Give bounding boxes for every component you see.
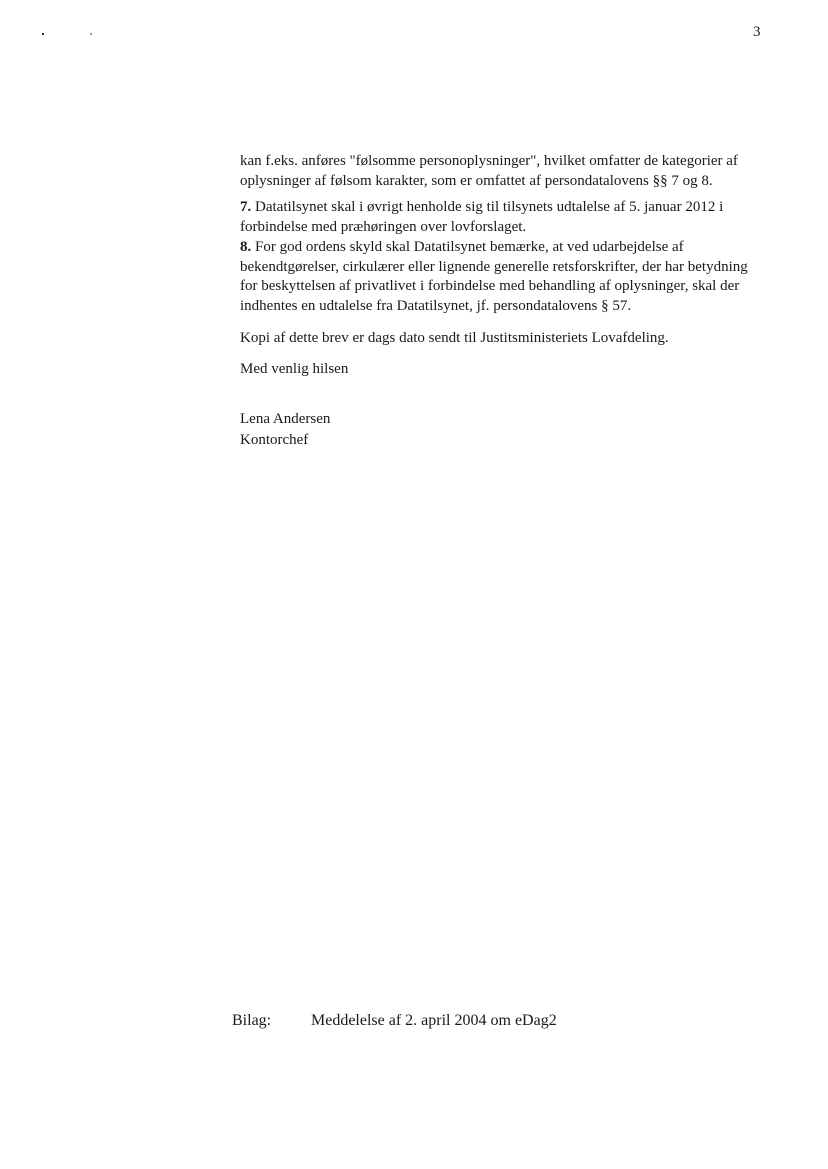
attachment-text: Meddelelse af 2. april 2004 om eDag2 (311, 1012, 557, 1029)
attachment-label: Bilag: (232, 1012, 272, 1029)
item-7-text: Datatilsynet skal i øvrigt henholde sig til tilsynets udtalelse af 5. januar 2012 i forbindelse med præhøringen over lovforslaget. (240, 199, 724, 235)
signer-name: Lena Andersen (240, 411, 331, 427)
paragraph-item-8 (240, 238, 752, 316)
signature-block (240, 409, 752, 451)
scan-marks (40, 33, 100, 41)
signer-title: Kontorchef (240, 432, 309, 448)
paragraph-intro: kan f.eks. anføres "følsomme personoplysninger", hvilket omfatter de kategorier af oplysninger af følsom karakter, som er omfattet af persondatalovens §§ 7 og 8. (240, 153, 738, 189)
page-number: 3 (753, 24, 761, 40)
letter-body (240, 152, 752, 451)
closing-greeting: Med venlig hilsen (240, 360, 349, 377)
item-8-text: For god ordens skyld skal Datatilsynet bemærke, at ved udarbejdelse af bekendtgørelser, cirkulærer eller lignende generelle retsforskrifter, der har betydning for beskyttelsen af privatlivet i forbindelse med behandling af oplysninger, skal der indhentes en udtalelse fra Datatilsynet, jf. persondatalovens § 57. (240, 239, 748, 314)
paragraph-item-7 (240, 198, 752, 237)
item-8-number: 8. (240, 239, 252, 255)
copy-notice: Kopi af dette brev er dags dato sendt til Justitsministeriets Lovafdeling. (240, 330, 669, 346)
item-7-number: 7. (240, 199, 252, 215)
attachment-line (232, 1011, 557, 1031)
